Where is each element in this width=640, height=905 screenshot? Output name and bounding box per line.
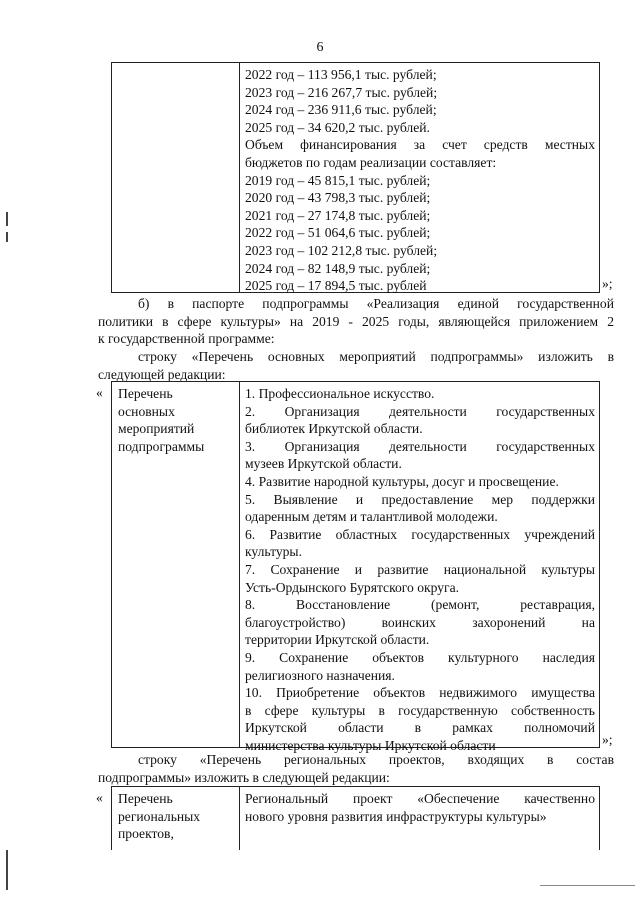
funding-line: 2023 год – 216 267,7 тыс. рублей; — [245, 84, 438, 100]
page-number: 6 — [316, 40, 324, 55]
event-line: 4. Развитие народной культуры, досуг и просвещение. — [245, 473, 559, 489]
funding-line: 2022 год – 113 956,1 тыс. рублей; — [245, 67, 437, 82]
event-line: 8. Восстановление (ремонт, реставрация, — [245, 597, 595, 613]
event-line: благоустройство) воинских захоронений на — [245, 614, 595, 630]
paragraph-line: б) в паспорте подпрограммы «Реализация единой государственной — [138, 296, 614, 311]
paragraph-line: к государственной программе: — [98, 331, 275, 347]
event-line: библиотек Иркутской области. — [245, 421, 423, 437]
paragraph-line: следующей редакции: — [98, 366, 226, 382]
paragraph-line: подпрограммы» изложить в следующей редакции: — [98, 769, 390, 785]
paragraph-projects-row — [98, 751, 614, 786]
event-line: 9. Сохранение объектов культурного наследия — [245, 649, 595, 665]
event-line: культуры. — [245, 544, 302, 560]
event-line: 1. Профессиональное искусство. — [245, 386, 435, 401]
events-table — [111, 381, 600, 753]
label-line: основных — [118, 403, 175, 419]
paragraph-line: строку «Перечень основных мероприятий подпрограммы» изложить в — [138, 349, 614, 364]
funding-line: 2019 год – 45 815,1 тыс. рублей; — [245, 172, 431, 188]
event-line: территории Иркутской области. — [245, 632, 430, 648]
funding-line: 2024 год – 82 148,9 тыс. рублей; — [245, 260, 431, 276]
events-label-cell — [118, 385, 236, 455]
event-line: Усть-Ордынского Бурятского округа. — [245, 579, 460, 595]
funding-line: 2024 год – 236 911,6 тыс. рублей; — [245, 102, 437, 118]
event-line: министерства культуры Иркутской области — [245, 737, 496, 753]
event-line: музеев Иркутской области. — [245, 456, 402, 472]
event-line: 10. Приобретение объектов недвижимого имущества — [245, 685, 595, 701]
opening-quote: « — [96, 790, 103, 805]
funding-table — [111, 62, 600, 293]
closing-quote: »; — [602, 276, 613, 291]
funding-line: 2022 год – 51 064,6 тыс. рублей; — [245, 225, 431, 241]
label-line: проектов, — [118, 826, 174, 842]
events-list-cell — [245, 385, 595, 754]
event-line: Иркутской области в рамках полномочий — [245, 720, 595, 736]
paragraph-b — [98, 295, 614, 348]
projects-table — [111, 786, 600, 850]
projects-list-cell — [245, 790, 595, 825]
funding-line: Объем финансирования за счет средств местных — [245, 137, 595, 153]
project-line: нового уровня развития инфраструктуры культуры» — [245, 808, 547, 824]
funding-line: 2020 год – 43 798,3 тыс. рублей; — [245, 190, 431, 206]
funding-line: 2023 год – 102 212,8 тыс. рублей; — [245, 242, 438, 258]
column-divider — [239, 382, 240, 747]
closing-quote: »; — [602, 732, 613, 747]
event-line: в сфере культуры в государственную собственность — [245, 702, 595, 718]
project-line: Региональный проект «Обеспечение качественно — [245, 791, 595, 806]
label-line: мероприятий — [118, 421, 195, 437]
event-line: религиозного назначения. — [245, 667, 395, 683]
funding-line: 2025 год – 34 620,2 тыс. рублей. — [245, 119, 430, 135]
funding-line: 2025 год – 17 894,5 тыс. рублей — [245, 278, 427, 294]
paragraph-events-row — [98, 348, 614, 383]
column-divider — [239, 63, 240, 292]
column-divider — [239, 787, 240, 850]
label-line: Перечень — [118, 386, 173, 401]
label-line: подпрограммы — [118, 438, 205, 454]
label-line: Перечень — [118, 791, 173, 806]
paragraph-line: строку «Перечень региональных проектов, входящих в состав — [138, 752, 614, 767]
funding-cell — [245, 66, 595, 295]
event-line: 6. Развитие областных государственных учреждений — [245, 526, 595, 542]
margin-mark — [6, 212, 8, 226]
event-line: одаренным детям и талантливой молодежи. — [245, 509, 498, 525]
margin-mark — [6, 232, 8, 242]
opening-quote: « — [96, 385, 103, 400]
event-line: 5. Выявление и предоставление мер поддержки — [245, 491, 595, 507]
scan-rule — [540, 885, 635, 886]
event-line: 2. Организация деятельности государственных — [245, 403, 595, 419]
event-line: 3. Организация деятельности государственных — [245, 438, 595, 454]
event-line: 7. Сохранение и развитие национальной культуры — [245, 561, 595, 577]
label-line: региональных — [118, 808, 201, 824]
margin-mark — [6, 850, 8, 890]
funding-line: бюджетов по годам реализации составляет: — [245, 154, 497, 170]
paragraph-line: политики в сфере культуры» на 2019 - 2025 годы, являющейся приложением 2 — [98, 313, 614, 329]
funding-line: 2021 год – 27 174,8 тыс. рублей; — [245, 207, 431, 223]
projects-label-cell — [118, 790, 236, 843]
